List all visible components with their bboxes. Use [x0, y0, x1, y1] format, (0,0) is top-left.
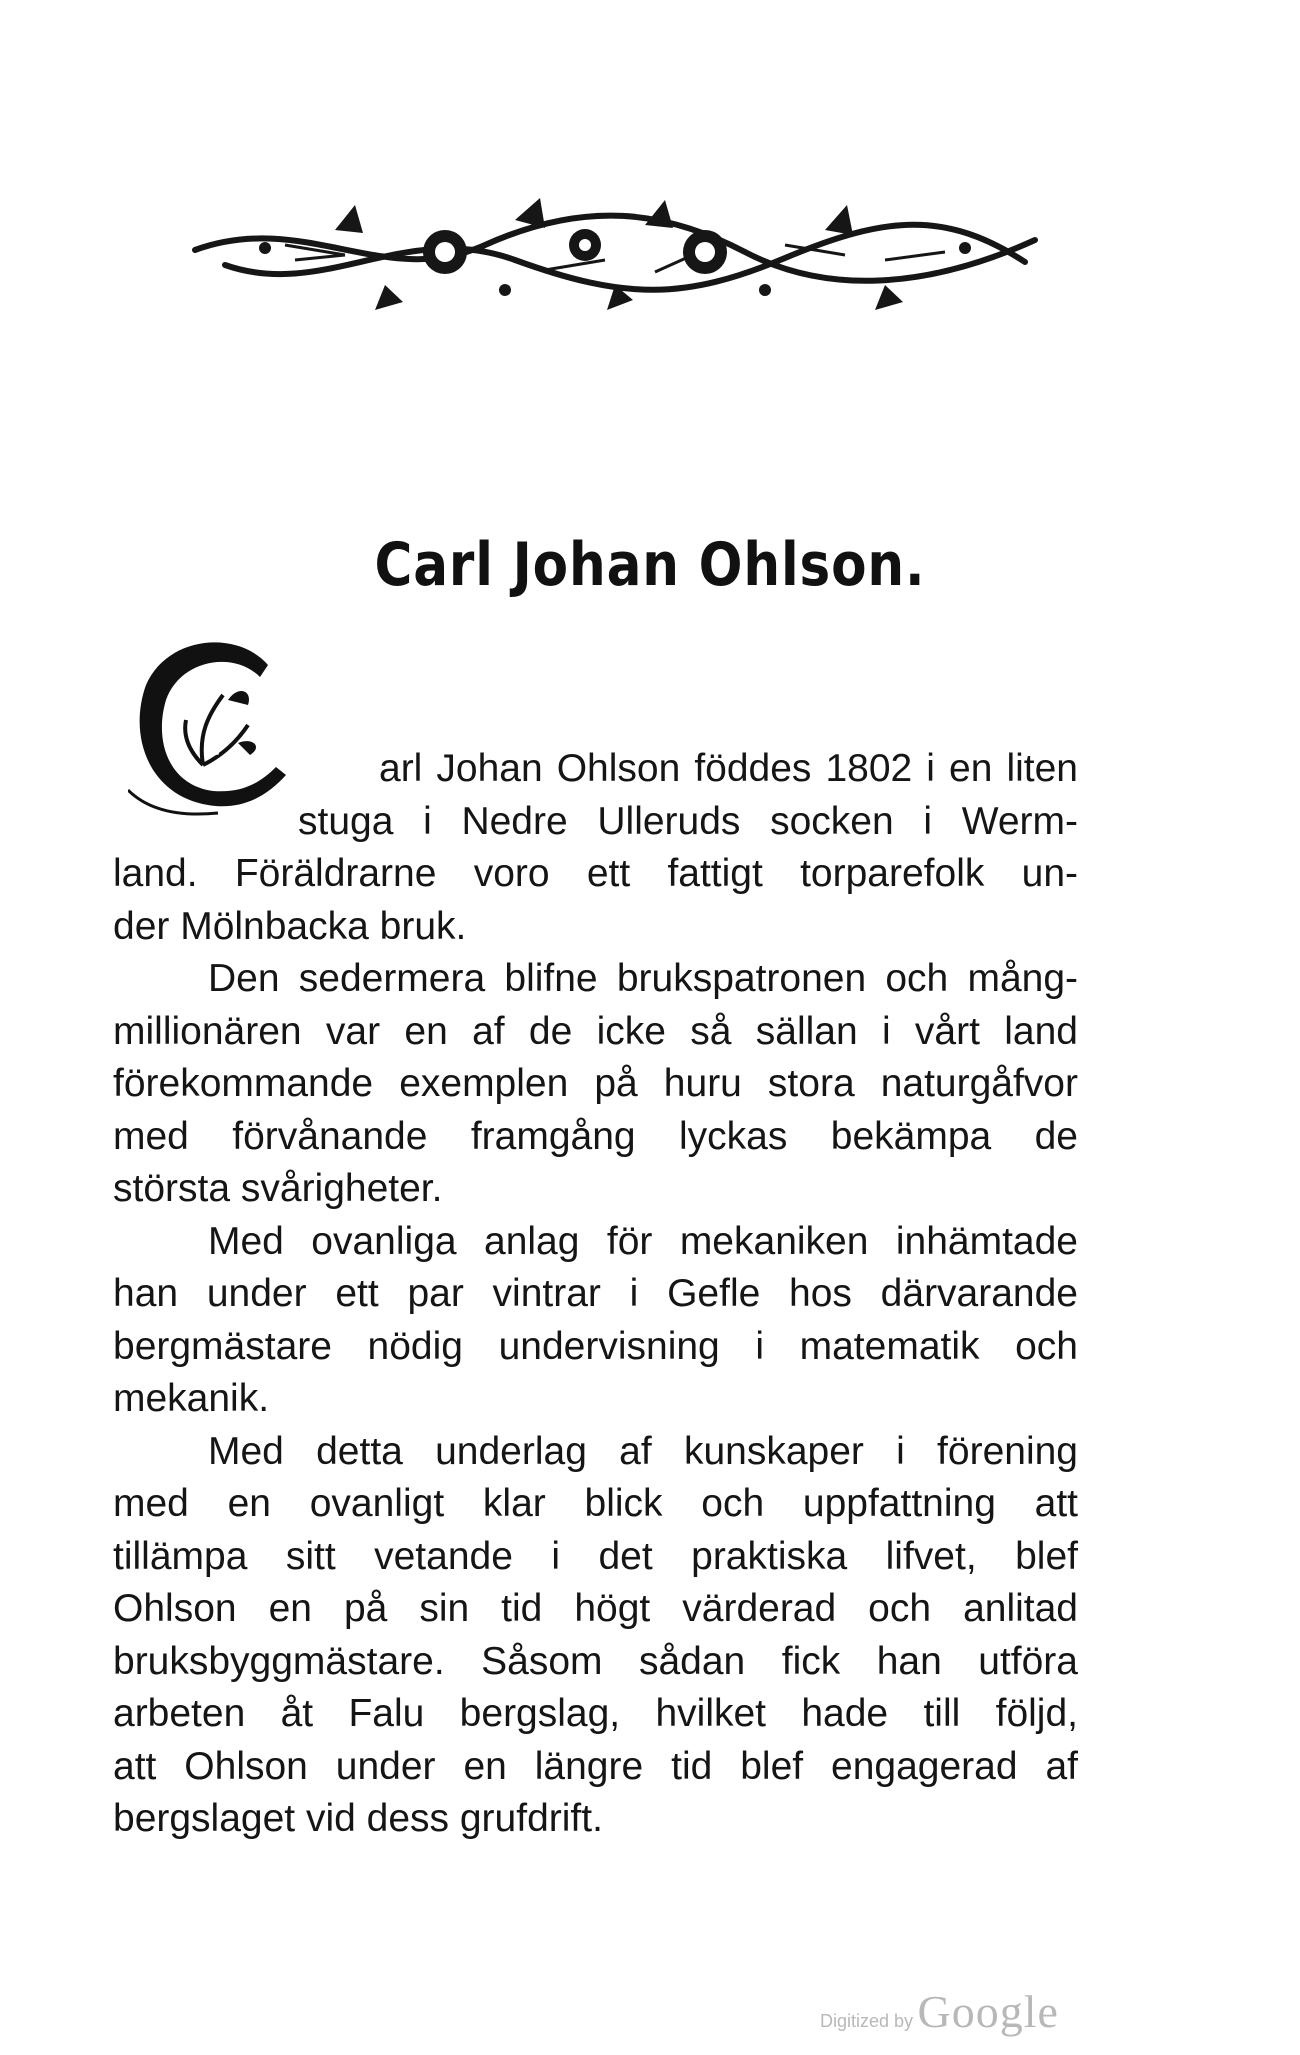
text-line: bergslaget vid dess grufdrift. — [113, 1797, 603, 1840]
text-line: han under ett par vintrar i Gefle hos därvarande — [113, 1272, 1078, 1315]
text-line: Den sedermera blifne brukspatronen och mång- — [208, 957, 1078, 1000]
dropcap-letter: C — [203, 732, 221, 761]
chapter-title: Carl Johan Ohlson. — [374, 530, 926, 600]
digitized-label: Digitized by — [820, 2011, 914, 2031]
body-text — [113, 743, 1078, 1846]
text-line: bergmästare nödig undervisning i matematik och — [113, 1324, 1078, 1368]
text-line: mekanik. — [113, 1377, 270, 1420]
text-line: att Ohlson under en längre tid blef engagerad af — [113, 1744, 1078, 1788]
text-line: arbeten åt Falu bergslag, hvilket hade till följd, — [113, 1692, 1078, 1735]
text-line: Ohlson en på sin tid högt värderad och anlitad — [113, 1587, 1078, 1630]
google-logo: Google — [917, 1986, 1059, 2037]
floral-ornament-icon — [185, 190, 1045, 320]
text-line: förekommande exemplen på huru stora naturgåfvor — [113, 1062, 1078, 1105]
text-line: millionären var en af de icke så sällan i vårt land — [113, 1009, 1078, 1053]
text-line: stuga i Nedre Ulleruds socken i Werm- — [298, 799, 1078, 843]
text-line: med en ovanligt klar blick och uppfattning att — [113, 1482, 1078, 1525]
text-line: Med ovanliga anlag för mekaniken inhämtade — [208, 1219, 1078, 1263]
text-line: Med detta underlag af kunskaper i förening — [208, 1429, 1078, 1473]
text-line: med förvånande framgång lyckas bekämpa de — [113, 1114, 1078, 1158]
text-line: bruksbyggmästare. Såsom sådan fick han utföra — [113, 1639, 1078, 1683]
text-line: der Mölnbacka bruk. — [113, 904, 467, 948]
text-line: land. Föräldrarne voro ett fattigt torparefolk un- — [113, 852, 1078, 895]
text-line: tillämpa sitt vetande i det praktiska lifvet, blef — [113, 1534, 1078, 1578]
text-line: största svårigheter. — [113, 1167, 443, 1210]
text-line: arl Johan Ohlson föddes 1802 i en liten — [379, 747, 1078, 790]
digitized-watermark — [820, 1985, 1059, 2038]
